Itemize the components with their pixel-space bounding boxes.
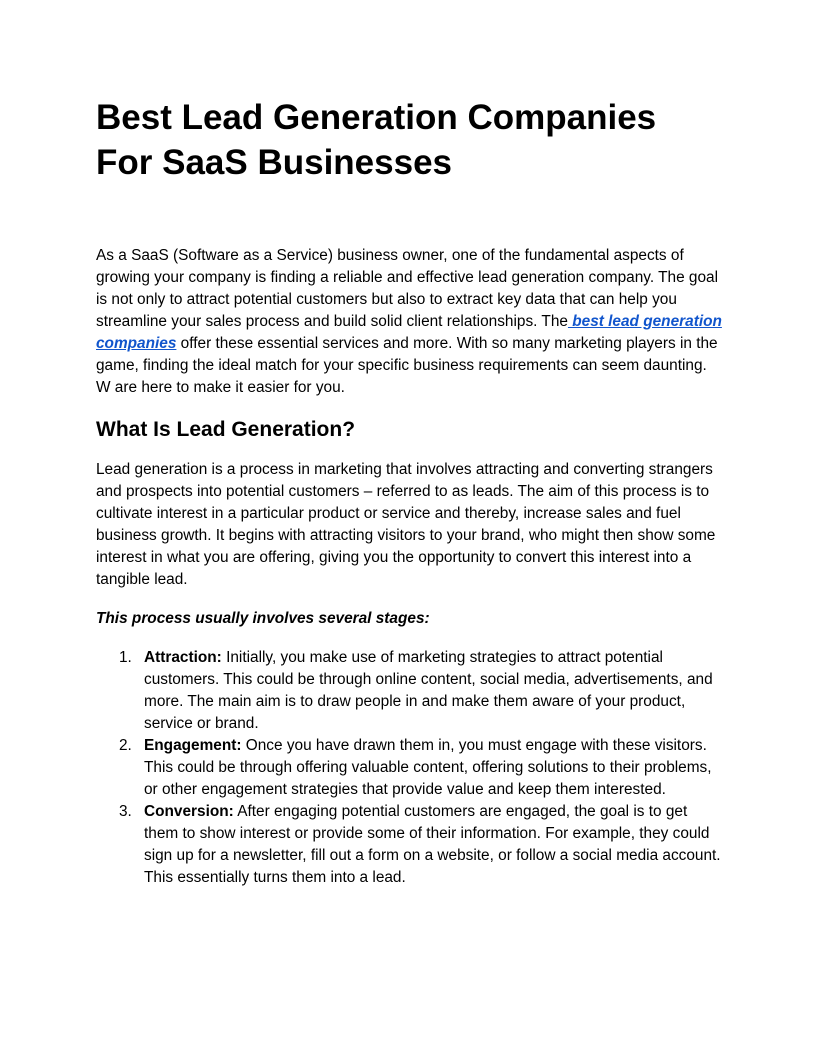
list-item <box>96 801 722 889</box>
list-text: Once you have drawn them in, you must engage with these visitors. This could be through offering valuable content, offering solutions to their problems, or other engagement strategies that provide value and keep them interested. <box>144 737 712 798</box>
intro-paragraph <box>96 245 722 399</box>
list-text: After engaging potential customers are engaged, the goal is to get them to show interest or provide some of their information. For example, they could sign up for a newsletter, fill out a form on a website, or follow a social media account. This essentially turns them into a lead. <box>144 803 721 886</box>
list-term: Engagement: <box>144 737 242 754</box>
intro-text-continued: offer these essential services and more. With so many marketing players in the game, finding the ideal match for your specific business requirements can seem daunting. W are here to make it easier for you. <box>96 335 718 396</box>
list-number: 1. <box>119 649 132 666</box>
list-term: Attraction: <box>144 649 222 666</box>
list-term: Conversion: <box>144 803 234 820</box>
list-number: 3. <box>119 803 132 820</box>
stages-list <box>96 647 722 889</box>
section-paragraph: Lead generation is a process in marketing that involves attracting and converting strangers and prospects into potential customers – referred to as leads. The aim of this process is to cultivate interest in a particular product or service and thereby, increase sales and fuel business growth. It begins with attracting visitors to your brand, who might then show some interest in what you are offering, giving you the opportunity to convert this interest into a tangible lead. <box>96 461 716 588</box>
document-page <box>96 95 722 889</box>
list-text: Initially, you make use of marketing strategies to attract potential customers. This could be through online content, social media, advertisements, and more. The main aim is to draw people in and make them aware of your product, service or brand. <box>144 649 713 732</box>
list-item <box>96 735 722 801</box>
stages-intro: This process usually involves several stages: <box>96 610 430 627</box>
section-heading: What Is Lead Generation? <box>96 418 356 441</box>
intro-text: As a SaaS (Software as a Service) business owner, one of the fundamental aspects of growing your company is finding a reliable and effective lead generation company. The goal is not only to attract potential customers but also to extract key data that can help you streamline your sales process and build solid client relationships. The <box>96 247 718 330</box>
list-item <box>96 647 722 735</box>
best-lead-generation-link[interactable]: best lead generation companies <box>96 313 722 352</box>
page-title: Best Lead Generation Companies For SaaS Businesses <box>96 98 657 182</box>
list-number: 2. <box>119 737 132 754</box>
